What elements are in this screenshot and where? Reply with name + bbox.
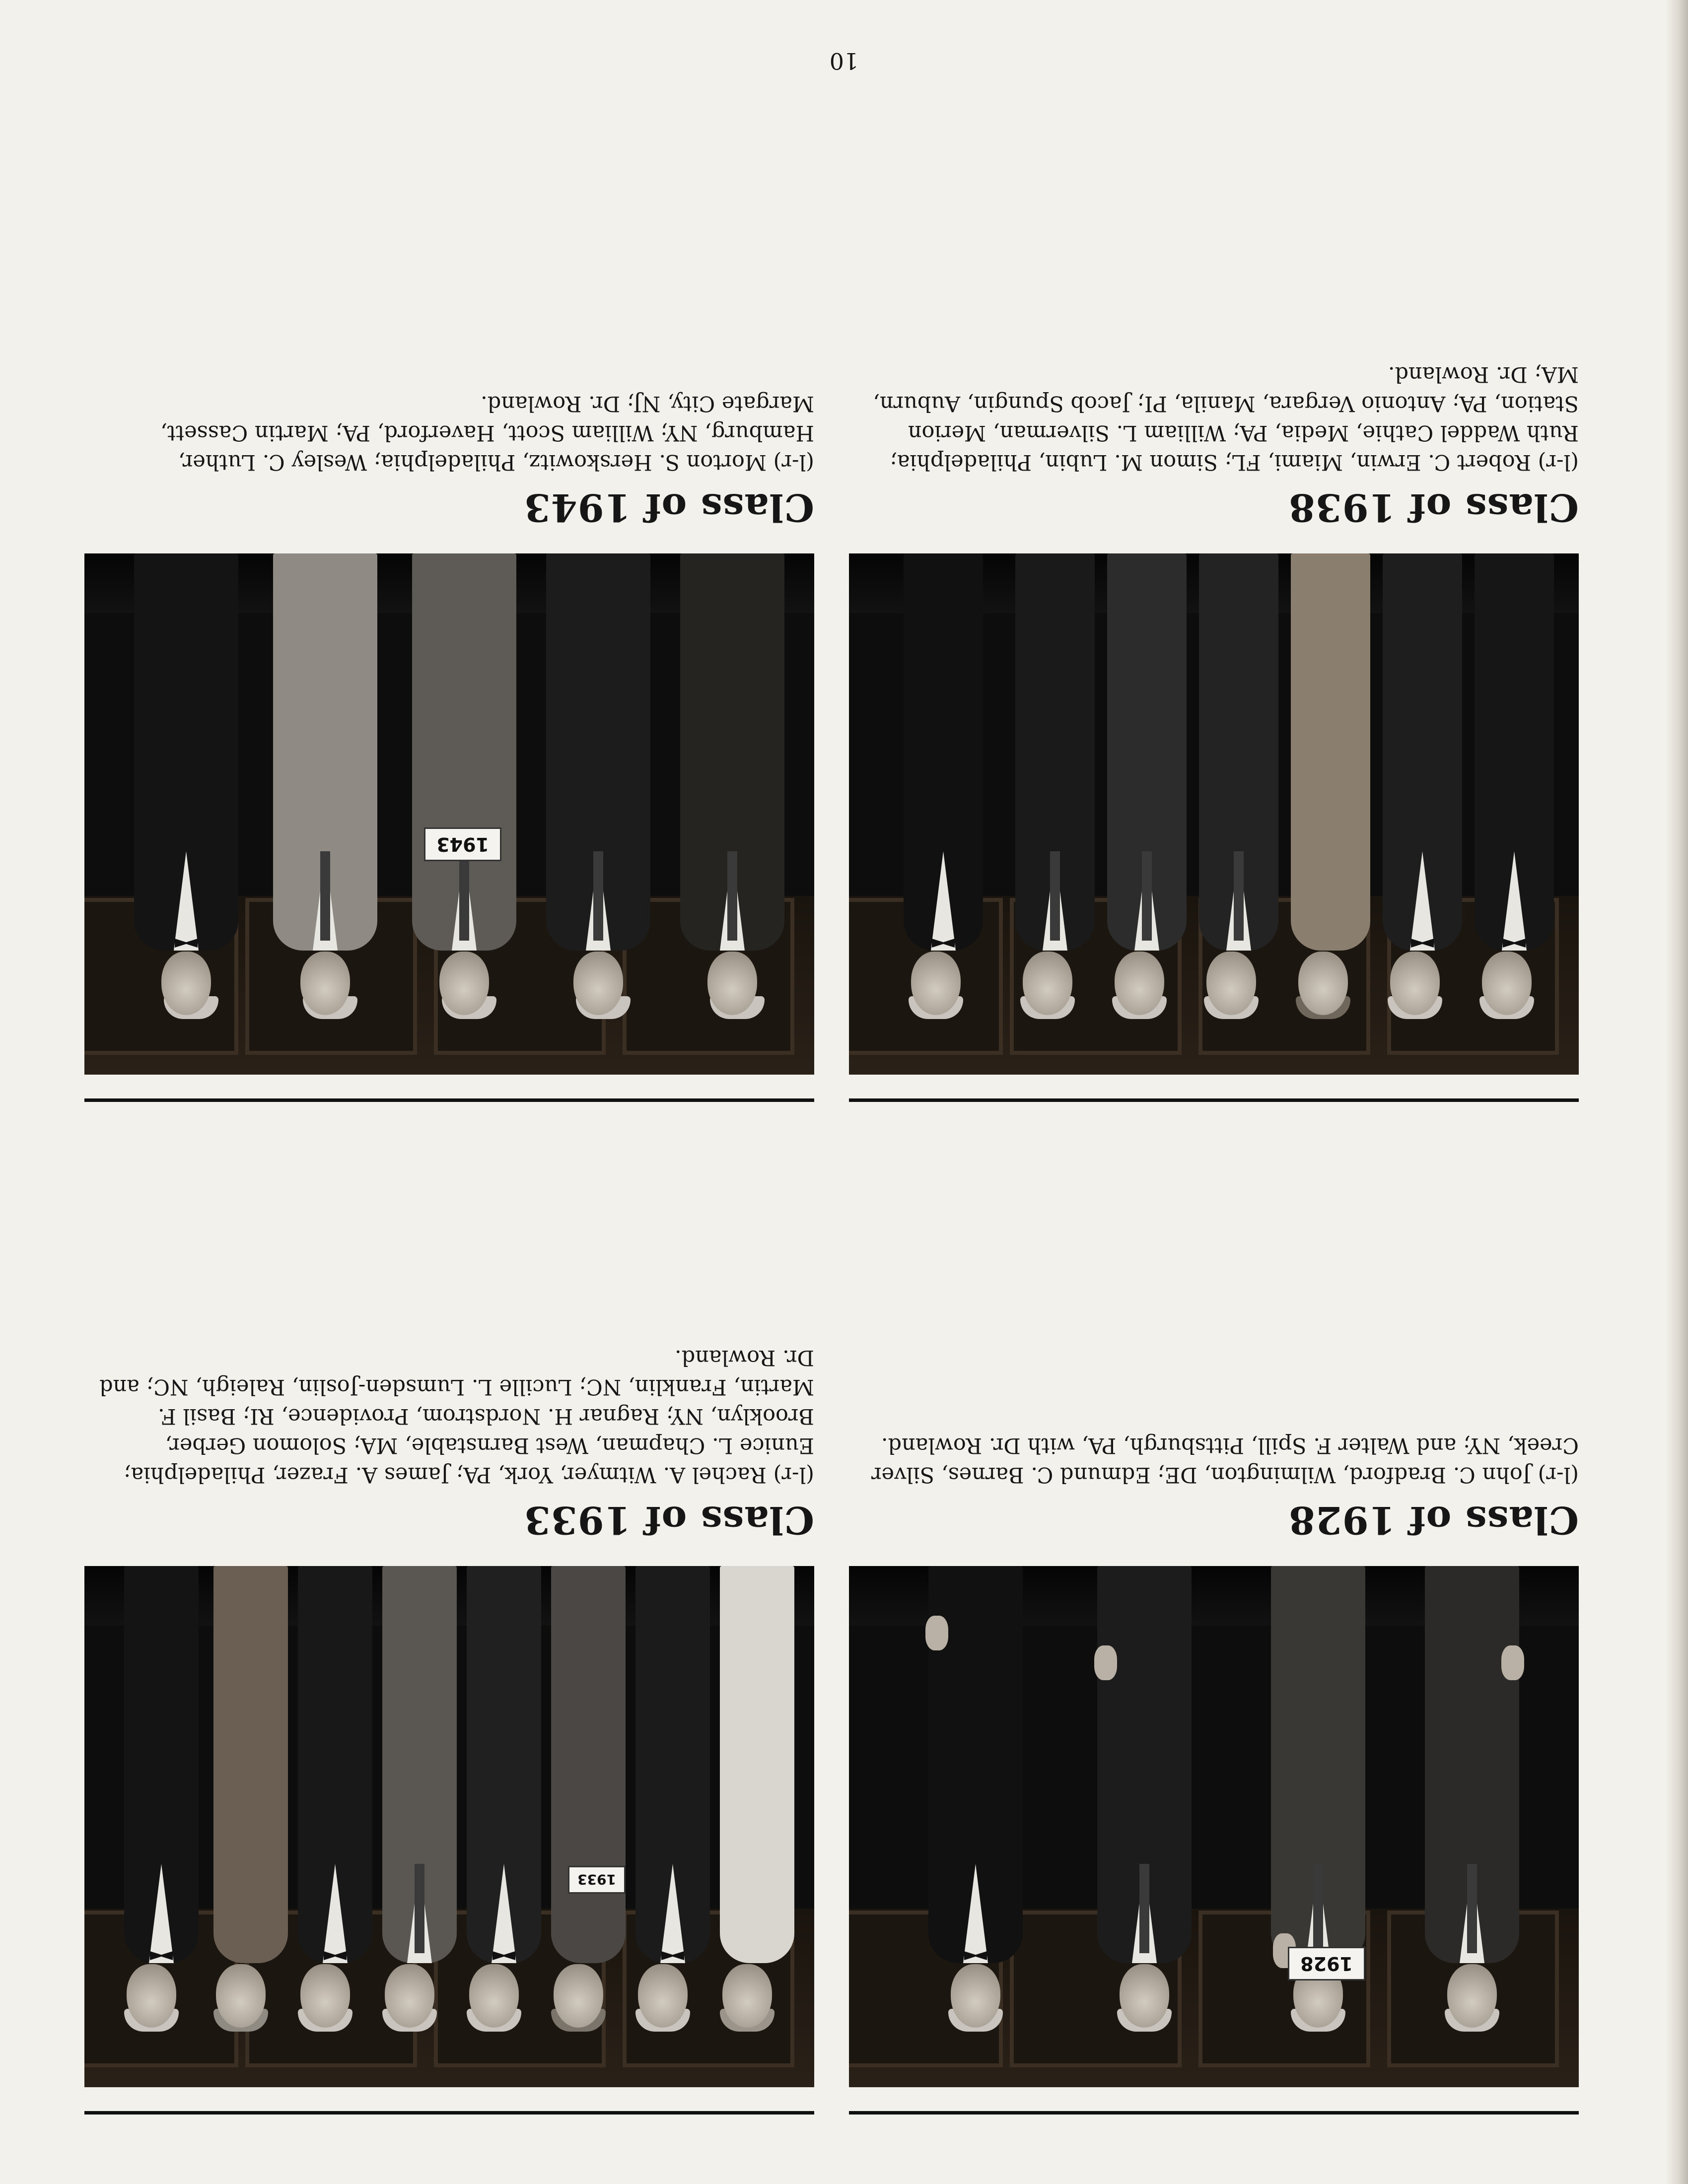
class-1943-photo xyxy=(84,553,814,1075)
class-heading: Class of 1928 xyxy=(1288,1498,1579,1542)
person xyxy=(1475,553,1554,1015)
person xyxy=(124,1566,199,2028)
class-heading: Class of 1933 xyxy=(523,1498,814,1542)
person xyxy=(1015,553,1095,1015)
person xyxy=(1425,1566,1519,2028)
person xyxy=(1199,553,1278,1015)
person xyxy=(273,553,377,1015)
photo-caption: (l-r) Rachel A. Witmyer, York, PA; James A. Frazer, Philadelphia; Eunice L. Chapman, West Barnstable, MA; Solomon Gerber, Brooklyn, NY; Ragnar H. Nordstrom, Providence, RI; Basil F. Martin, Franklin, NC; Lucille L. Lumsden-Joslin, Raleigh, NC; and Dr. Rowland. xyxy=(99,1345,814,1487)
section-rule xyxy=(84,1098,814,1102)
person xyxy=(382,1566,457,2028)
class-1928-photo xyxy=(849,1566,1579,2087)
person xyxy=(1107,553,1187,1015)
section-rule xyxy=(84,2111,814,2115)
page-binding-edge xyxy=(1665,0,1688,2184)
person xyxy=(1291,553,1370,1015)
entry-class-1943 xyxy=(84,389,814,1102)
person xyxy=(635,1566,710,2028)
person xyxy=(213,1566,288,2028)
person xyxy=(467,1566,541,2028)
class-year-sign: 1928 xyxy=(1288,1947,1365,1980)
class-heading: Class of 1943 xyxy=(523,485,814,530)
person xyxy=(680,553,784,1015)
section-rule xyxy=(849,1098,1579,1102)
class-year-sign: 1943 xyxy=(424,827,501,861)
person xyxy=(298,1566,372,2028)
page-number: 10 xyxy=(829,48,859,74)
entry-class-1933 xyxy=(84,1343,814,2115)
person xyxy=(134,553,238,1015)
section-rule xyxy=(849,2111,1579,2115)
entry-class-1938 xyxy=(849,359,1579,1102)
person xyxy=(928,1566,1023,2028)
class-year-sign: 1933 xyxy=(568,1866,626,1894)
person xyxy=(1383,553,1462,1015)
person xyxy=(720,1566,794,2028)
person xyxy=(551,1566,626,2028)
photo-caption: (l-r) John C. Bradford, Wilmington, DE; Edmund C. Barnes, Silver Creek, NY; and Walter F. Spill, Pittsburgh, PA, with Dr. Rowland. xyxy=(871,1433,1579,1487)
class-1938-photo xyxy=(849,553,1579,1075)
person xyxy=(1097,1566,1192,2028)
class-1933-photo xyxy=(84,1566,814,2087)
photo-caption: (l-r) Morton S. Herskowitz, Philadelphia; Wesley C. Luther, Hamburg, NY; William Scott, Haverford, PA; Martin Cassett, Margate City, NJ; Dr. Rowland. xyxy=(160,391,814,475)
person xyxy=(904,553,983,1015)
person xyxy=(412,553,516,1015)
class-heading: Class of 1938 xyxy=(1288,485,1579,530)
person xyxy=(546,553,650,1015)
photo-caption: (l-r) Robert C. Erwin, Miami, FL; Simon M. Lubin, Philadelphia; Ruth Waddel Cathie, Media, PA; William L. Silverman, Merion Station, PA; Antonio Vergara, Manila, PI; Jacob Spungin, Auburn, MA; Dr. Rowland. xyxy=(873,362,1579,475)
entry-class-1928 xyxy=(849,1431,1579,2115)
